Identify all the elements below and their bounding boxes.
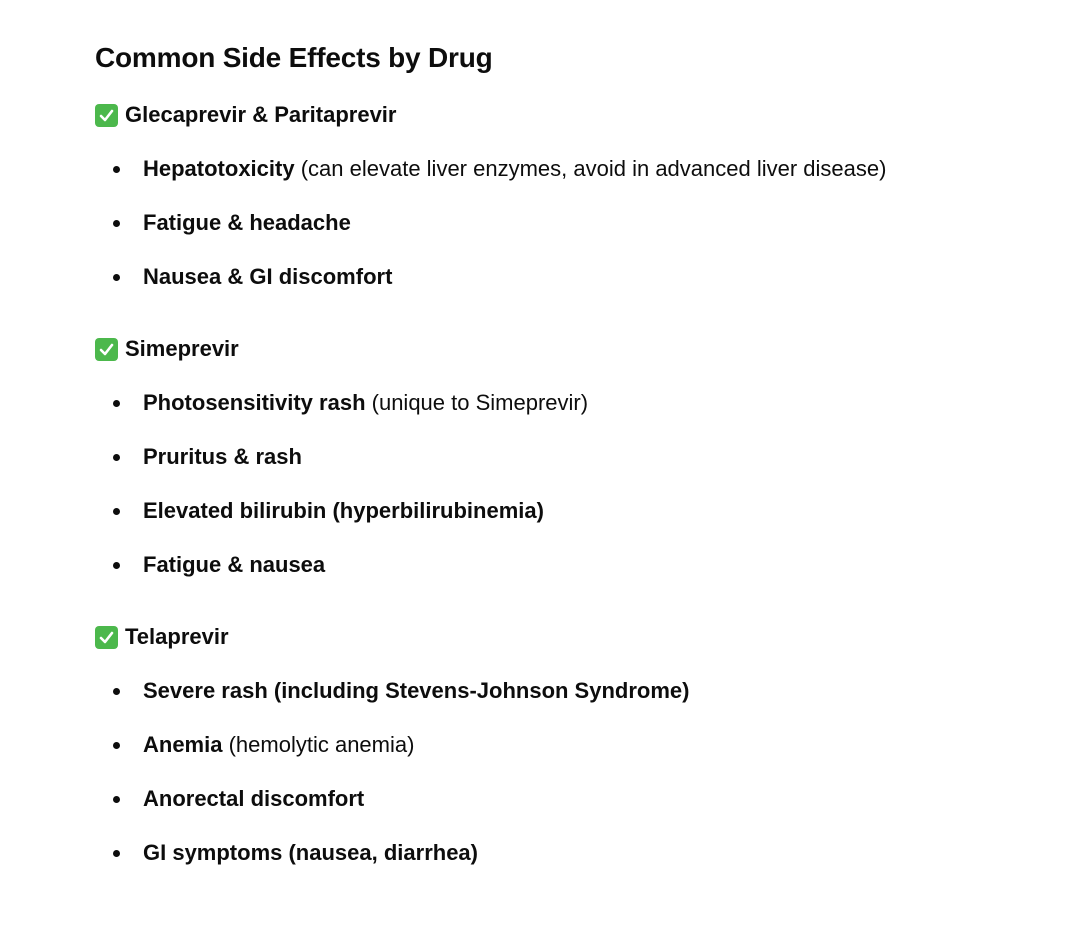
bullet-icon: [113, 850, 120, 857]
section-heading-label: Glecaprevir & Paritaprevir: [125, 102, 397, 127]
list-item-term: Anorectal discomfort: [143, 786, 365, 811]
bullet-icon: [113, 562, 120, 569]
check-mark-icon: [95, 338, 118, 361]
section-heading-simeprevir: [95, 334, 239, 364]
list-item-detail: (can elevate liver enzymes, avoid in advanced liver disease): [294, 156, 887, 181]
bullet-icon: [113, 742, 120, 749]
check-mark-icon: [95, 626, 118, 649]
list-item-term: Pruritus & rash: [143, 444, 302, 469]
list-item-detail: (hemolytic anemia): [222, 732, 415, 757]
check-mark-icon: [95, 104, 118, 127]
bullet-icon: [113, 454, 120, 461]
section-heading-telaprevir: [95, 622, 229, 652]
bullet-icon: [113, 508, 120, 515]
section-heading-label: Telaprevir: [125, 624, 229, 649]
section-heading-glecaprevir-paritaprevir: [95, 100, 396, 130]
list-item-term: Severe rash (including Stevens-Johnson Syndrome): [143, 678, 690, 703]
bullet-icon: [113, 274, 120, 281]
list-item-term: GI symptoms (nausea, diarrhea): [143, 840, 478, 865]
bullet-icon: [113, 400, 120, 407]
bullet-icon: [113, 220, 120, 227]
page-title: Common Side Effects by Drug: [95, 42, 493, 73]
bullet-icon: [113, 166, 120, 173]
bullet-icon: [113, 796, 120, 803]
list-item-detail: (unique to Simeprevir): [365, 390, 589, 415]
list-item-term: Fatigue & nausea: [143, 552, 326, 577]
list-item-term: Hepatotoxicity: [143, 156, 295, 181]
list-item-term: Nausea & GI discomfort: [143, 264, 393, 289]
list-item-term: Elevated bilirubin (hyperbilirubinemia): [143, 498, 544, 523]
list-item-term: Photosensitivity rash: [143, 390, 366, 415]
section-heading-label: Simeprevir: [125, 336, 239, 361]
list-item-term: Fatigue & headache: [143, 210, 351, 235]
bullet-icon: [113, 688, 120, 695]
list-item-term: Anemia: [143, 732, 223, 757]
